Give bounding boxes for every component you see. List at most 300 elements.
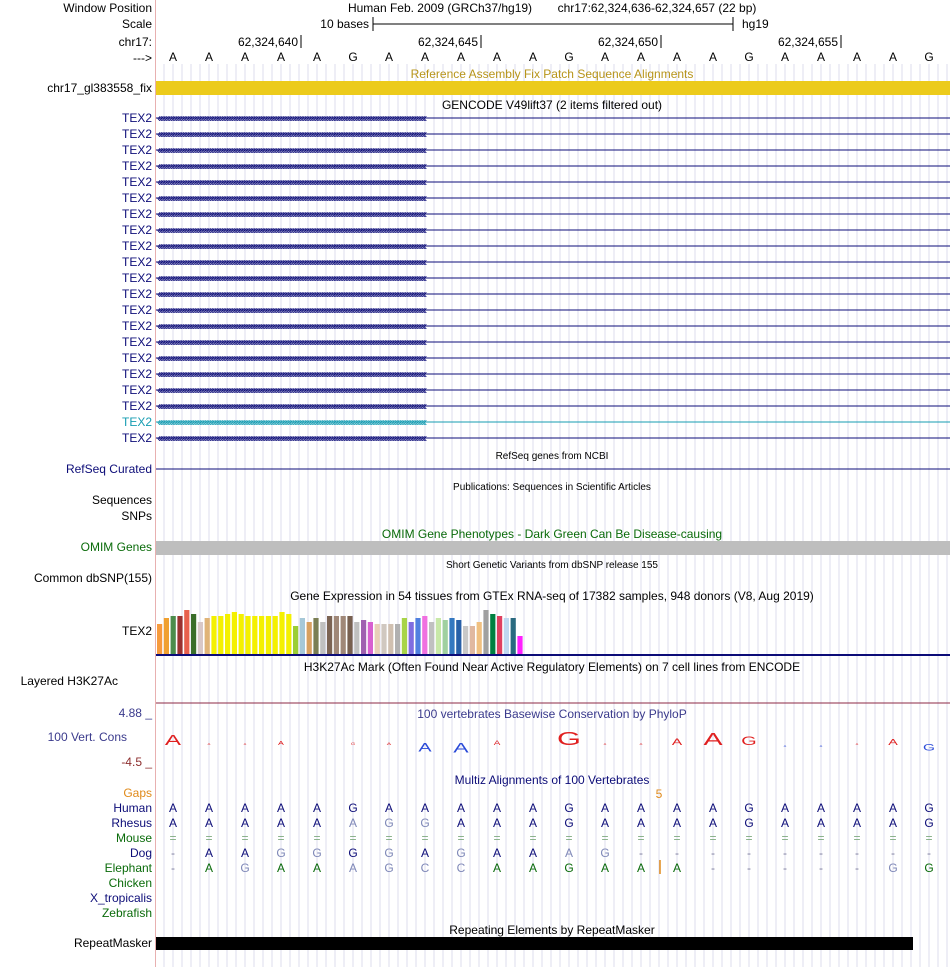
gencode-item-label[interactable]: TEX2 (121, 175, 152, 189)
multiz-base: A (816, 801, 826, 815)
multiz-base: A (384, 801, 394, 815)
phylop-positive-mark: G (350, 742, 356, 746)
multiz-base: A (420, 801, 430, 815)
multiz-base: G (240, 861, 250, 875)
gtex-tissue-bar (381, 624, 386, 654)
gtex-tissue-bar (477, 622, 482, 654)
multiz-base: A (708, 801, 718, 815)
species-label[interactable]: Zebrafish (101, 906, 152, 920)
gtex-tissue-bar (273, 616, 278, 654)
multiz-base: - (927, 846, 931, 860)
multiz-base: G (348, 846, 358, 860)
gtex-tissue-bar (341, 616, 346, 654)
multiz-base: - (711, 846, 715, 860)
reference-base: A (312, 50, 322, 64)
gtex-tissue-bar (415, 618, 420, 654)
gtex-tissue-bar (177, 616, 182, 654)
gencode-strand-arrows: ‹‹‹‹‹‹‹‹‹‹‹‹‹‹‹‹‹‹‹‹‹‹‹‹‹‹‹‹‹‹‹‹‹‹‹‹‹‹‹‹‹‹‹‹‹‹‹‹‹‹‹‹‹‹‹‹‹‹‹‹‹‹‹‹‹‹‹‹‹‹‹‹‹‹‹‹‹‹‹‹‹‹‹‹‹‹‹‹‹‹‹‹‹‹‹‹‹‹‹‹‹‹‹‹‹‹‹‹‹‹‹‹‹‹‹‹‹‹‹‹‹‹‹‹‹‹‹‹‹‹‹‹‹‹‹‹‹‹‹‹‹‹‹‹‹‹‹‹‹‹‹‹‹‹‹‹‹‹ (157, 223, 425, 237)
multiz-base: C (456, 861, 466, 875)
gencode-item-label[interactable]: TEX2 (121, 223, 152, 237)
gencode-item-label[interactable]: TEX2 (121, 271, 152, 285)
multiz-base: G (564, 816, 574, 830)
multiz-base: A (636, 861, 646, 875)
gencode-strand-arrows: ‹‹‹‹‹‹‹‹‹‹‹‹‹‹‹‹‹‹‹‹‹‹‹‹‹‹‹‹‹‹‹‹‹‹‹‹‹‹‹‹‹‹‹‹‹‹‹‹‹‹‹‹‹‹‹‹‹‹‹‹‹‹‹‹‹‹‹‹‹‹‹‹‹‹‹‹‹‹‹‹‹‹‹‹‹‹‹‹‹‹‹‹‹‹‹‹‹‹‹‹‹‹‹‹‹‹‹‹‹‹‹‹‹‹‹‹‹‹‹‹‹‹‹‹‹‹‹‹‹‹‹‹‹‹‹‹‹‹‹‹‹‹‹‹‹‹‹‹‹‹‹‹‹‹‹‹‹‹ (157, 143, 425, 157)
gtex-tissue-bar (449, 618, 454, 654)
reference-base: A (384, 50, 394, 64)
multiz-base: A (492, 801, 502, 815)
dbsnp-track-title: Short Genetic Variants from dbSNP release 155 (446, 560, 658, 571)
multiz-base: G (348, 801, 358, 815)
fix-patch-track-label[interactable]: chr17_gl383558_fix (47, 81, 152, 95)
gencode-item-label[interactable]: TEX2 (121, 303, 152, 317)
h3k27ac-track-label[interactable]: Layered H3K27Ac (20, 674, 118, 688)
gtex-tissue-bar (245, 616, 250, 654)
gtex-tissue-bar (191, 614, 196, 654)
gtex-tissue-bar (429, 622, 434, 654)
multiz-base: = (925, 831, 933, 845)
phylop-min-label: -4.5 _ (121, 755, 152, 769)
multiz-base: G (384, 861, 394, 875)
multiz-base: - (855, 861, 859, 875)
multiz-base: A (204, 861, 214, 875)
multiz-base: A (420, 846, 430, 860)
multiz-base: = (277, 831, 285, 845)
multiz-base: = (745, 831, 753, 845)
gtex-track-title: Gene Expression in 54 tissues from GTEx RNA-seq of 17382 samples, 948 donors (V8, Aug 2019) (290, 589, 814, 603)
phylop-positive-mark: A (888, 737, 898, 748)
phylop-positive-mark: A (243, 742, 247, 746)
multiz-base: G (924, 816, 934, 830)
multiz-base: A (528, 801, 538, 815)
multiz-base: = (817, 831, 825, 845)
dbsnp-track-label[interactable]: Common dbSNP(155) (33, 571, 152, 585)
gtex-tissue-bar (388, 624, 393, 654)
reference-base: G (564, 50, 574, 64)
gtex-tissue-bar (402, 618, 407, 654)
reference-base: G (744, 50, 754, 64)
omim-gene-bar[interactable] (156, 541, 950, 555)
gtex-tissue-bar (266, 616, 271, 654)
gtex-tissue-bar (422, 616, 427, 654)
scale-label: Scale (121, 17, 152, 31)
gencode-item-label[interactable]: TEX2 (121, 415, 152, 429)
multiz-gaps-label: Gaps (123, 786, 152, 800)
gencode-item-label[interactable]: TEX2 (121, 127, 152, 141)
gtex-tissue-bar (211, 616, 216, 654)
multiz-base: A (312, 801, 322, 815)
multiz-base: A (708, 816, 718, 830)
multiz-base: = (169, 831, 177, 845)
refseq-track-label[interactable]: RefSeq Curated (65, 462, 152, 476)
repeatmasker-track-title: Repeating Elements by RepeatMasker (449, 923, 655, 937)
phylop-positive-mark: A (855, 742, 859, 746)
gencode-strand-arrows: ‹‹‹‹‹‹‹‹‹‹‹‹‹‹‹‹‹‹‹‹‹‹‹‹‹‹‹‹‹‹‹‹‹‹‹‹‹‹‹‹‹‹‹‹‹‹‹‹‹‹‹‹‹‹‹‹‹‹‹‹‹‹‹‹‹‹‹‹‹‹‹‹‹‹‹‹‹‹‹‹‹‹‹‹‹‹‹‹‹‹‹‹‹‹‹‹‹‹‹‹‹‹‹‹‹‹‹‹‹‹‹‹‹‹‹‹‹‹‹‹‹‹‹‹‹‹‹‹‹‹‹‹‹‹‹‹‹‹‹‹‹‹‹‹‹‹‹‹‹‹‹‹‹‹‹‹‹‹ (157, 383, 425, 397)
coordinate-tick-label: 62,324,645 (417, 35, 478, 49)
reference-base: A (168, 50, 178, 64)
multiz-base: - (819, 861, 823, 875)
gtex-tissue-bar (225, 614, 230, 654)
multiz-base: A (492, 846, 502, 860)
gtex-tissue-bar (490, 614, 495, 654)
gencode-item-label[interactable]: TEX2 (121, 207, 152, 221)
multiz-base: A (204, 816, 214, 830)
reference-base: G (924, 50, 934, 64)
multiz-base: A (780, 801, 790, 815)
multiz-base: - (675, 846, 679, 860)
multiz-base: A (672, 801, 682, 815)
gencode-strand-arrows: ‹‹‹‹‹‹‹‹‹‹‹‹‹‹‹‹‹‹‹‹‹‹‹‹‹‹‹‹‹‹‹‹‹‹‹‹‹‹‹‹‹‹‹‹‹‹‹‹‹‹‹‹‹‹‹‹‹‹‹‹‹‹‹‹‹‹‹‹‹‹‹‹‹‹‹‹‹‹‹‹‹‹‹‹‹‹‹‹‹‹‹‹‹‹‹‹‹‹‹‹‹‹‹‹‹‹‹‹‹‹‹‹‹‹‹‹‹‹‹‹‹‹‹‹‹‹‹‹‹‹‹‹‹‹‹‹‹‹‹‹‹‹‹‹‹‹‹‹‹‹‹‹‹‹‹‹‹‹ (157, 111, 425, 125)
coordinate-tick-label: 62,324,655 (777, 35, 838, 49)
multiz-base: A (240, 816, 250, 830)
publications-sequences-label[interactable]: Sequences (91, 493, 152, 507)
phylop-negative-mark: A (819, 744, 823, 748)
multiz-base: A (636, 801, 646, 815)
gtex-tissue-bars (157, 610, 523, 654)
multiz-base: = (241, 831, 249, 845)
gtex-tissue-bar (205, 618, 210, 654)
multiz-base: G (888, 861, 898, 875)
gencode-item-label[interactable]: TEX2 (121, 255, 152, 269)
phylop-negative-mark: A (783, 744, 787, 748)
gtex-tissue-bar (279, 612, 284, 654)
multiz-base: A (456, 801, 466, 815)
multiz-base: = (601, 831, 609, 845)
gencode-strand-arrows: ‹‹‹‹‹‹‹‹‹‹‹‹‹‹‹‹‹‹‹‹‹‹‹‹‹‹‹‹‹‹‹‹‹‹‹‹‹‹‹‹‹‹‹‹‹‹‹‹‹‹‹‹‹‹‹‹‹‹‹‹‹‹‹‹‹‹‹‹‹‹‹‹‹‹‹‹‹‹‹‹‹‹‹‹‹‹‹‹‹‹‹‹‹‹‹‹‹‹‹‹‹‹‹‹‹‹‹‹‹‹‹‹‹‹‹‹‹‹‹‹‹‹‹‹‹‹‹‹‹‹‹‹‹‹‹‹‹‹‹‹‹‹‹‹‹‹‹‹‹‹‹‹‹‹‹‹‹‹ (157, 191, 425, 205)
multiz-base: A (600, 816, 610, 830)
multiz-base: A (240, 846, 250, 860)
phylop-negative-mark: A (418, 741, 432, 755)
fix-patch-alignment-bar[interactable] (156, 81, 950, 95)
multiz-base: A (168, 801, 178, 815)
species-label[interactable]: X_tropicalis (89, 891, 152, 905)
multiz-base: A (528, 861, 538, 875)
gencode-item-label[interactable]: TEX2 (121, 287, 152, 301)
gencode-item-label[interactable]: TEX2 (121, 351, 152, 365)
multiz-base: - (783, 846, 787, 860)
gencode-strand-arrows: ‹‹‹‹‹‹‹‹‹‹‹‹‹‹‹‹‹‹‹‹‹‹‹‹‹‹‹‹‹‹‹‹‹‹‹‹‹‹‹‹‹‹‹‹‹‹‹‹‹‹‹‹‹‹‹‹‹‹‹‹‹‹‹‹‹‹‹‹‹‹‹‹‹‹‹‹‹‹‹‹‹‹‹‹‹‹‹‹‹‹‹‹‹‹‹‹‹‹‹‹‹‹‹‹‹‹‹‹‹‹‹‹‹‹‹‹‹‹‹‹‹‹‹‹‹‹‹‹‹‹‹‹‹‹‹‹‹‹‹‹‹‹‹‹‹‹‹‹‹‹‹‹‹‹‹‹‹‹ (157, 207, 425, 221)
phylop-positive-mark: A (164, 732, 182, 749)
multiz-base: A (348, 861, 358, 875)
gtex-tissue-bar (232, 612, 237, 654)
multiz-track-title: Multiz Alignments of 100 Vertebrates (454, 773, 650, 787)
gtex-tissue-bar (313, 618, 318, 654)
multiz-base: = (385, 831, 393, 845)
phylop-positive-mark: A (207, 742, 211, 746)
gtex-tissue-bar (517, 636, 522, 654)
omim-track-title: OMIM Gene Phenotypes - Dark Green Can Be Disease-causing (381, 527, 723, 541)
multiz-base: = (529, 831, 537, 845)
multiz-base: A (528, 816, 538, 830)
species-label[interactable]: Elephant (104, 861, 152, 875)
phylop-positive-mark: A (639, 742, 643, 746)
reference-base: A (780, 50, 790, 64)
gtex-tissue-bar (463, 626, 468, 654)
multiz-base: - (783, 861, 787, 875)
multiz-base: G (420, 816, 430, 830)
gencode-strand-arrows: ‹‹‹‹‹‹‹‹‹‹‹‹‹‹‹‹‹‹‹‹‹‹‹‹‹‹‹‹‹‹‹‹‹‹‹‹‹‹‹‹‹‹‹‹‹‹‹‹‹‹‹‹‹‹‹‹‹‹‹‹‹‹‹‹‹‹‹‹‹‹‹‹‹‹‹‹‹‹‹‹‹‹‹‹‹‹‹‹‹‹‹‹‹‹‹‹‹‹‹‹‹‹‹‹‹‹‹‹‹‹‹‹‹‹‹‹‹‹‹‹‹‹‹‹‹‹‹‹‹‹‹‹‹‹‹‹‹‹‹‹‹‹‹‹‹‹‹‹‹‹‹‹‹‹‹‹‹‹ (157, 271, 425, 285)
reference-base: A (240, 50, 250, 64)
multiz-base: = (421, 831, 429, 845)
gencode-strand-arrows: ‹‹‹‹‹‹‹‹‹‹‹‹‹‹‹‹‹‹‹‹‹‹‹‹‹‹‹‹‹‹‹‹‹‹‹‹‹‹‹‹‹‹‹‹‹‹‹‹‹‹‹‹‹‹‹‹‹‹‹‹‹‹‹‹‹‹‹‹‹‹‹‹‹‹‹‹‹‹‹‹‹‹‹‹‹‹‹‹‹‹‹‹‹‹‹‹‹‹‹‹‹‹‹‹‹‹‹‹‹‹‹‹‹‹‹‹‹‹‹‹‹‹‹‹‹‹‹‹‹‹‹‹‹‹‹‹‹‹‹‹‹‹‹‹‹‹‹‹‹‹‹‹‹‹‹‹‹‹ (157, 367, 425, 381)
window-position-label: Window Position (63, 1, 152, 15)
multiz-gap-count: 5 (655, 787, 663, 801)
gtex-tissue-bar (504, 618, 509, 654)
gencode-strand-arrows: ‹‹‹‹‹‹‹‹‹‹‹‹‹‹‹‹‹‹‹‹‹‹‹‹‹‹‹‹‹‹‹‹‹‹‹‹‹‹‹‹‹‹‹‹‹‹‹‹‹‹‹‹‹‹‹‹‹‹‹‹‹‹‹‹‹‹‹‹‹‹‹‹‹‹‹‹‹‹‹‹‹‹‹‹‹‹‹‹‹‹‹‹‹‹‹‹‹‹‹‹‹‹‹‹‹‹‹‹‹‹‹‹‹‹‹‹‹‹‹‹‹‹‹‹‹‹‹‹‹‹‹‹‹‹‹‹‹‹‹‹‹‹‹‹‹‹‹‹‹‹‹‹‹‹‹‹‹‹ (157, 239, 425, 253)
multiz-base: A (528, 846, 538, 860)
gtex-tissue-bar (511, 618, 516, 654)
gencode-strand-arrows: ‹‹‹‹‹‹‹‹‹‹‹‹‹‹‹‹‹‹‹‹‹‹‹‹‹‹‹‹‹‹‹‹‹‹‹‹‹‹‹‹‹‹‹‹‹‹‹‹‹‹‹‹‹‹‹‹‹‹‹‹‹‹‹‹‹‹‹‹‹‹‹‹‹‹‹‹‹‹‹‹‹‹‹‹‹‹‹‹‹‹‹‹‹‹‹‹‹‹‹‹‹‹‹‹‹‹‹‹‹‹‹‹‹‹‹‹‹‹‹‹‹‹‹‹‹‹‹‹‹‹‹‹‹‹‹‹‹‹‹‹‹‹‹‹‹‹‹‹‹‹‹‹‹‹‹‹‹‹ (157, 335, 425, 349)
gtex-tissue-bar (368, 622, 373, 654)
reference-base: A (888, 50, 898, 64)
refseq-track-title: RefSeq genes from NCBI (495, 451, 609, 462)
gtex-tissue-bar (456, 620, 461, 654)
multiz-base: - (171, 846, 175, 860)
gtex-tissue-bar (354, 622, 359, 654)
phylop-max-label: 4.88 _ (118, 706, 152, 720)
phylop-positive-mark: A (703, 729, 723, 749)
reference-base: G (348, 50, 358, 64)
phylop-positive-mark: A (386, 742, 392, 747)
multiz-base: - (639, 846, 643, 860)
gtex-tissue-bar (198, 622, 203, 654)
reference-base: A (636, 50, 646, 64)
scale-db-text: hg19 (742, 17, 769, 31)
gtex-tissue-bar (436, 618, 441, 654)
multiz-base: A (564, 846, 574, 860)
gtex-tissue-bar (483, 610, 488, 654)
multiz-base: - (171, 861, 175, 875)
multiz-base: = (313, 831, 321, 845)
gtex-tissue-bar (497, 616, 502, 654)
reference-base: A (672, 50, 682, 64)
multiz-base: = (457, 831, 465, 845)
gtex-tissue-bar (239, 614, 244, 654)
gencode-strand-arrows: ‹‹‹‹‹‹‹‹‹‹‹‹‹‹‹‹‹‹‹‹‹‹‹‹‹‹‹‹‹‹‹‹‹‹‹‹‹‹‹‹‹‹‹‹‹‹‹‹‹‹‹‹‹‹‹‹‹‹‹‹‹‹‹‹‹‹‹‹‹‹‹‹‹‹‹‹‹‹‹‹‹‹‹‹‹‹‹‹‹‹‹‹‹‹‹‹‹‹‹‹‹‹‹‹‹‹‹‹‹‹‹‹‹‹‹‹‹‹‹‹‹‹‹‹‹‹‹‹‹‹‹‹‹‹‹‹‹‹‹‹‹‹‹‹‹‹‹‹‹‹‹‹‹‹‹‹‹‹ (157, 303, 425, 317)
gencode-transcripts (156, 111, 950, 445)
gencode-strand-arrows: ‹‹‹‹‹‹‹‹‹‹‹‹‹‹‹‹‹‹‹‹‹‹‹‹‹‹‹‹‹‹‹‹‹‹‹‹‹‹‹‹‹‹‹‹‹‹‹‹‹‹‹‹‹‹‹‹‹‹‹‹‹‹‹‹‹‹‹‹‹‹‹‹‹‹‹‹‹‹‹‹‹‹‹‹‹‹‹‹‹‹‹‹‹‹‹‹‹‹‹‹‹‹‹‹‹‹‹‹‹‹‹‹‹‹‹‹‹‹‹‹‹‹‹‹‹‹‹‹‹‹‹‹‹‹‹‹‹‹‹‹‹‹‹‹‹‹‹‹‹‹‹‹‹‹‹‹‹‹ (157, 255, 425, 269)
coordinate-ticks (238, 35, 841, 49)
gtex-tissue-bar (395, 624, 400, 654)
gencode-track-title: GENCODE V49lift37 (2 items filtered out) (441, 98, 663, 112)
gtex-tissue-bar (164, 618, 169, 654)
multiz-base: A (204, 846, 214, 860)
repeatmasker-track-label[interactable]: RepeatMasker (73, 936, 152, 950)
gtex-tissue-bar (218, 616, 223, 654)
multiz-base: A (888, 816, 898, 830)
gencode-strand-arrows: ‹‹‹‹‹‹‹‹‹‹‹‹‹‹‹‹‹‹‹‹‹‹‹‹‹‹‹‹‹‹‹‹‹‹‹‹‹‹‹‹‹‹‹‹‹‹‹‹‹‹‹‹‹‹‹‹‹‹‹‹‹‹‹‹‹‹‹‹‹‹‹‹‹‹‹‹‹‹‹‹‹‹‹‹‹‹‹‹‹‹‹‹‹‹‹‹‹‹‹‹‹‹‹‹‹‹‹‹‹‹‹‹‹‹‹‹‹‹‹‹‹‹‹‹‹‹‹‹‹‹‹‹‹‹‹‹‹‹‹‹‹‹‹‹‹‹‹‹‹‹‹‹‹‹‹‹‹‹ (157, 319, 425, 333)
gtex-tissue-bar (327, 616, 332, 654)
gtex-tissue-bar (307, 622, 312, 654)
gencode-strand-arrows: ‹‹‹‹‹‹‹‹‹‹‹‹‹‹‹‹‹‹‹‹‹‹‹‹‹‹‹‹‹‹‹‹‹‹‹‹‹‹‹‹‹‹‹‹‹‹‹‹‹‹‹‹‹‹‹‹‹‹‹‹‹‹‹‹‹‹‹‹‹‹‹‹‹‹‹‹‹‹‹‹‹‹‹‹‹‹‹‹‹‹‹‹‹‹‹‹‹‹‹‹‹‹‹‹‹‹‹‹‹‹‹‹‹‹‹‹‹‹‹‹‹‹‹‹‹‹‹‹‹‹‹‹‹‹‹‹‹‹‹‹‹‹‹‹‹‹‹‹‹‹‹‹‹‹‹‹‹‹ (157, 127, 425, 141)
multiz-base: = (853, 831, 861, 845)
multiz-base: - (891, 846, 895, 860)
gencode-item-label[interactable]: TEX2 (121, 111, 152, 125)
gencode-item-label[interactable]: TEX2 (121, 191, 152, 205)
species-label[interactable]: Rhesus (111, 816, 152, 830)
gencode-item-label[interactable]: TEX2 (121, 335, 152, 349)
coordinate-tick-label: 62,324,640 (237, 35, 298, 49)
phylop-track-title: 100 vertebrates Basewise Conservation by PhyloP (417, 707, 687, 721)
gencode-item-label[interactable]: TEX2 (121, 159, 152, 173)
fix-patch-track-title: Reference Assembly Fix Patch Sequence Alignments (410, 67, 694, 81)
reference-base: A (708, 50, 718, 64)
gtex-tissue-bar (347, 616, 352, 654)
multiz-base: A (780, 816, 790, 830)
reference-base: A (528, 50, 538, 64)
gtex-tissue-bar (252, 616, 257, 654)
multiz-base: A (240, 801, 250, 815)
scale-bar-text: 10 bases (320, 17, 369, 31)
multiz-base: G (924, 801, 934, 815)
phylop-positive-mark: A (603, 742, 607, 746)
gtex-tissue-bar (320, 622, 325, 654)
multiz-base: G (384, 816, 394, 830)
multiz-base: = (205, 831, 213, 845)
phylop-negative-mark: G (923, 742, 935, 753)
phylop-track-label[interactable]: 100 Vert. Cons (47, 730, 127, 744)
gencode-strand-arrows: ‹‹‹‹‹‹‹‹‹‹‹‹‹‹‹‹‹‹‹‹‹‹‹‹‹‹‹‹‹‹‹‹‹‹‹‹‹‹‹‹‹‹‹‹‹‹‹‹‹‹‹‹‹‹‹‹‹‹‹‹‹‹‹‹‹‹‹‹‹‹‹‹‹‹‹‹‹‹‹‹‹‹‹‹‹‹‹‹‹‹‹‹‹‹‹‹‹‹‹‹‹‹‹‹‹‹‹‹‹‹‹‹‹‹‹‹‹‹‹‹‹‹‹‹‹‹‹‹‹‹‹‹‹‹‹‹‹‹‹‹‹‹‹‹‹‹‹‹‹‹‹‹‹‹‹‹‹‹ (157, 175, 425, 189)
gencode-strand-arrows: ‹‹‹‹‹‹‹‹‹‹‹‹‹‹‹‹‹‹‹‹‹‹‹‹‹‹‹‹‹‹‹‹‹‹‹‹‹‹‹‹‹‹‹‹‹‹‹‹‹‹‹‹‹‹‹‹‹‹‹‹‹‹‹‹‹‹‹‹‹‹‹‹‹‹‹‹‹‹‹‹‹‹‹‹‹‹‹‹‹‹‹‹‹‹‹‹‹‹‹‹‹‹‹‹‹‹‹‹‹‹‹‹‹‹‹‹‹‹‹‹‹‹‹‹‹‹‹‹‹‹‹‹‹‹‹‹‹‹‹‹‹‹‹‹‹‹‹‹‹‹‹‹‹‹‹‹‹‹ (157, 431, 425, 445)
gencode-strand-arrows: ‹‹‹‹‹‹‹‹‹‹‹‹‹‹‹‹‹‹‹‹‹‹‹‹‹‹‹‹‹‹‹‹‹‹‹‹‹‹‹‹‹‹‹‹‹‹‹‹‹‹‹‹‹‹‹‹‹‹‹‹‹‹‹‹‹‹‹‹‹‹‹‹‹‹‹‹‹‹‹‹‹‹‹‹‹‹‹‹‹‹‹‹‹‹‹‹‹‹‹‹‹‹‹‹‹‹‹‹‹‹‹‹‹‹‹‹‹‹‹‹‹‹‹‹‹‹‹‹‹‹‹‹‹‹‹‹‹‹‹‹‹‹‹‹‹‹‹‹‹‹‹‹‹‹‹‹‹‹ (157, 351, 425, 365)
gtex-tissue-bar (184, 610, 189, 654)
gencode-strand-arrows: ‹‹‹‹‹‹‹‹‹‹‹‹‹‹‹‹‹‹‹‹‹‹‹‹‹‹‹‹‹‹‹‹‹‹‹‹‹‹‹‹‹‹‹‹‹‹‹‹‹‹‹‹‹‹‹‹‹‹‹‹‹‹‹‹‹‹‹‹‹‹‹‹‹‹‹‹‹‹‹‹‹‹‹‹‹‹‹‹‹‹‹‹‹‹‹‹‹‹‹‹‹‹‹‹‹‹‹‹‹‹‹‹‹‹‹‹‹‹‹‹‹‹‹‹‹‹‹‹‹‹‹‹‹‹‹‹‹‹‹‹‹‹‹‹‹‹‹‹‹‹‹‹‹‹‹‹‹‹ (157, 287, 425, 301)
multiz-base: G (924, 861, 934, 875)
multiz-base: - (819, 846, 823, 860)
species-label[interactable]: Human (113, 801, 152, 815)
gtex-tissue-bar (259, 616, 264, 654)
publications-track-title: Publications: Sequences in Scientific Articles (453, 482, 651, 493)
gtex-tissue-bar (334, 616, 339, 654)
multiz-base: A (276, 816, 286, 830)
reference-base: A (600, 50, 610, 64)
multiz-base: = (781, 831, 789, 845)
gtex-tissue-bar (470, 626, 475, 654)
gencode-item-label[interactable]: TEX2 (121, 319, 152, 333)
phylop-positive-mark: A (278, 739, 284, 747)
gtex-tissue-bar (293, 626, 298, 654)
assembly-title: Human Feb. 2009 (GRCh37/hg19) (347, 1, 533, 15)
multiz-base: A (852, 816, 862, 830)
multiz-base: C (420, 861, 430, 875)
multiz-base: A (600, 801, 610, 815)
multiz-base: - (747, 861, 751, 875)
multiz-base: A (672, 816, 682, 830)
gtex-tissue-bar (171, 616, 176, 654)
multiz-base: G (456, 846, 466, 860)
gencode-item-label[interactable]: TEX2 (121, 399, 152, 413)
multiz-base: G (600, 846, 610, 860)
gencode-item-label[interactable]: TEX2 (121, 431, 152, 445)
gencode-strand-arrows: ‹‹‹‹‹‹‹‹‹‹‹‹‹‹‹‹‹‹‹‹‹‹‹‹‹‹‹‹‹‹‹‹‹‹‹‹‹‹‹‹‹‹‹‹‹‹‹‹‹‹‹‹‹‹‹‹‹‹‹‹‹‹‹‹‹‹‹‹‹‹‹‹‹‹‹‹‹‹‹‹‹‹‹‹‹‹‹‹‹‹‹‹‹‹‹‹‹‹‹‹‹‹‹‹‹‹‹‹‹‹‹‹‹‹‹‹‹‹‹‹‹‹‹‹‹‹‹‹‹‹‹‹‹‹‹‹‹‹‹‹‹‹‹‹‹‹‹‹‹‹‹‹‹‹‹‹‹‹ (157, 399, 425, 413)
chrom-label: chr17: (118, 35, 152, 49)
reference-base: A (420, 50, 430, 64)
multiz-base: A (852, 801, 862, 815)
gencode-item-label[interactable]: TEX2 (121, 367, 152, 381)
multiz-base: G (384, 846, 394, 860)
reference-base: A (276, 50, 286, 64)
multiz-base: A (672, 861, 682, 875)
publications-snps-label[interactable]: SNPs (121, 509, 152, 523)
multiz-base: A (312, 816, 322, 830)
gtex-tissue-bar (361, 620, 366, 654)
phylop-positive-mark: G (741, 734, 757, 748)
gencode-strand-arrows: ‹‹‹‹‹‹‹‹‹‹‹‹‹‹‹‹‹‹‹‹‹‹‹‹‹‹‹‹‹‹‹‹‹‹‹‹‹‹‹‹‹‹‹‹‹‹‹‹‹‹‹‹‹‹‹‹‹‹‹‹‹‹‹‹‹‹‹‹‹‹‹‹‹‹‹‹‹‹‹‹‹‹‹‹‹‹‹‹‹‹‹‹‹‹‹‹‹‹‹‹‹‹‹‹‹‹‹‹‹‹‹‹‹‹‹‹‹‹‹‹‹‹‹‹‹‹‹‹‹‹‹‹‹‹‹‹‹‹‹‹‹‹‹‹‹‹‹‹‹‹‹‹‹‹‹‹‹‹ (157, 159, 425, 173)
repeatmasker-element-bar[interactable] (156, 937, 913, 950)
gtex-tissue-bar (157, 624, 162, 654)
phylop-negative-mark: A (453, 740, 469, 757)
multiz-base: A (276, 861, 286, 875)
multiz-base: G (312, 846, 322, 860)
multiz-base: = (889, 831, 897, 845)
reference-bases (169, 50, 934, 64)
gtex-track-label[interactable]: TEX2 (121, 624, 152, 638)
multiz-base: G (744, 801, 754, 815)
multiz-base: G (276, 846, 286, 860)
multiz-base: A (888, 801, 898, 815)
multiz-base: G (564, 861, 574, 875)
species-label[interactable]: Dog (129, 846, 152, 860)
multiz-base: - (711, 861, 715, 875)
reference-base: A (456, 50, 466, 64)
multiz-base: = (565, 831, 573, 845)
multiz-base: A (636, 816, 646, 830)
phylop-conservation-marks (165, 729, 935, 756)
h3k27ac-track-title: H3K27Ac Mark (Often Found Near Active Regulatory Elements) on 7 cell lines from ENCODE (303, 660, 801, 674)
multiz-base: A (312, 861, 322, 875)
multiz-base: A (492, 861, 502, 875)
reference-base: A (492, 50, 502, 64)
reference-base: A (852, 50, 862, 64)
multiz-base: - (855, 846, 859, 860)
species-label[interactable]: Mouse (115, 831, 152, 845)
multiz-base: = (709, 831, 717, 845)
phylop-positive-mark: G (557, 728, 581, 750)
multiz-base: A (348, 816, 358, 830)
multiz-base: = (493, 831, 501, 845)
multiz-base: = (673, 831, 681, 845)
multiz-base: A (204, 801, 214, 815)
gtex-tissue-bar (375, 624, 380, 654)
reference-base: A (204, 50, 214, 64)
gencode-item-label[interactable]: TEX2 (121, 239, 152, 253)
multiz-base: A (816, 816, 826, 830)
multiz-base: G (744, 816, 754, 830)
multiz-base: A (456, 816, 466, 830)
multiz-base: = (349, 831, 357, 845)
multiz-base: - (747, 846, 751, 860)
multiz-base: G (564, 801, 574, 815)
gtex-tissue-bar (443, 620, 448, 654)
omim-track-label[interactable]: OMIM Genes (80, 540, 152, 554)
gencode-item-label[interactable]: TEX2 (121, 383, 152, 397)
window-range: chr17:62,324,636-62,324,657 (22 bp) (557, 1, 757, 15)
gtex-tissue-bar (286, 614, 291, 654)
multiz-base: A (492, 816, 502, 830)
strand-label: ---> (133, 51, 152, 65)
phylop-positive-mark: A (671, 736, 683, 748)
multiz-base: A (600, 861, 610, 875)
multiz-base: A (168, 816, 178, 830)
reference-base: A (816, 50, 826, 64)
multiz-base: = (637, 831, 645, 845)
gencode-item-label[interactable]: TEX2 (121, 143, 152, 157)
gencode-strand-arrows: ‹‹‹‹‹‹‹‹‹‹‹‹‹‹‹‹‹‹‹‹‹‹‹‹‹‹‹‹‹‹‹‹‹‹‹‹‹‹‹‹‹‹‹‹‹‹‹‹‹‹‹‹‹‹‹‹‹‹‹‹‹‹‹‹‹‹‹‹‹‹‹‹‹‹‹‹‹‹‹‹‹‹‹‹‹‹‹‹‹‹‹‹‹‹‹‹‹‹‹‹‹‹‹‹‹‹‹‹‹‹‹‹‹‹‹‹‹‹‹‹‹‹‹‹‹‹‹‹‹‹‹‹‹‹‹‹‹‹‹‹‹‹‹‹‹‹‹‹‹‹‹‹‹‹‹‹‹‹ (157, 415, 425, 429)
species-label[interactable]: Chicken (108, 876, 152, 890)
phylop-positive-mark: A (493, 739, 501, 747)
gtex-tissue-bar (409, 622, 414, 654)
gtex-tissue-bar (300, 618, 305, 654)
multiz-base: A (276, 801, 286, 815)
